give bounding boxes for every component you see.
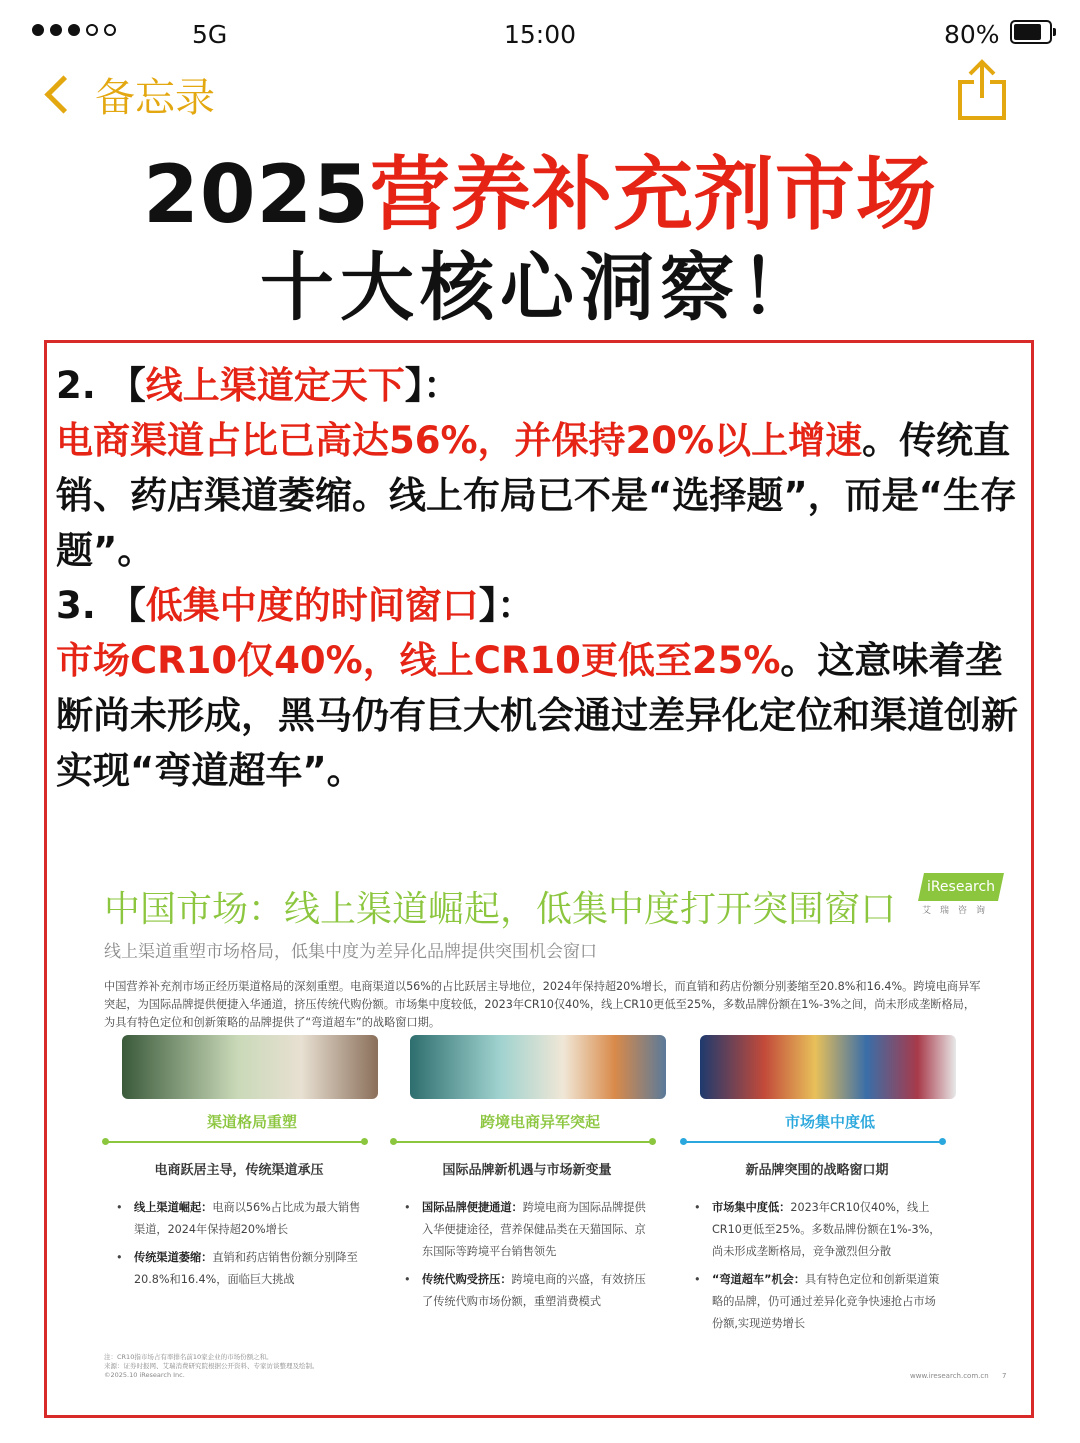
slide-paragraph: 中国营养补充剂市场正经历渠道格局的深刻重塑。电商渠道以56%的占比跃居主导地位，2024年保持超20%增长，而直销和药店份额分别萎缩至20.8%和16.4%。跨境电商异军突起，为国际品牌提供便捷入华通道，挤压传统代购份额。市场集中度较低，2023年CR10仅40%，线上CR10更低至25%，多数品牌份额在1%-3%之间，尚未形成垄断格局，为具有特色定位和创新策略的品牌提供了“弯道超车”的战略窗口期。 bbox=[104, 980, 981, 1029]
supplements-photo bbox=[700, 1035, 956, 1099]
clock: 15:00 bbox=[503, 20, 577, 49]
slide-footnotes: 注：CR10指市场占有率排名前10家企业的市场份额之和。 来源：证券时报网、艾瑞消费研究院根据公开资料、专家访谈整理及绘制。 ©2025.10 iResearch Inc. bbox=[104, 1353, 319, 1379]
back-button[interactable] bbox=[40, 66, 215, 123]
page-subtitle: 十大核心洞察！ bbox=[260, 245, 820, 331]
list-item: • 线上渠道崛起：电商以56%占比成为最大销售渠道，2024年保持超20%增长 bbox=[124, 1197, 364, 1241]
share-icon[interactable] bbox=[952, 58, 1012, 122]
status-bar bbox=[0, 0, 1080, 62]
card-heading: 市场集中度低 bbox=[784, 1113, 875, 1131]
nav-bar bbox=[0, 58, 1080, 128]
list-item: • 传统代购受挤压：跨境电商的兴盛，有效挤压了传统代购市场份额，重塑消费模式 bbox=[412, 1269, 652, 1313]
report-slide-image bbox=[92, 865, 1012, 1385]
list-item: • 市场集中度低：2023年CR10仅40%，线上CR10更低至25%。多数品牌份额在1%-3%，尚未形成垄断格局，竞争激烈但分散 bbox=[702, 1197, 942, 1263]
point-2-heading: 2. 【线上渠道定天下】： bbox=[56, 364, 461, 407]
divider bbox=[392, 1141, 654, 1143]
battery-percent: 80% bbox=[944, 20, 1000, 49]
pharmacy-photo bbox=[122, 1035, 378, 1099]
back-label: 备忘录 bbox=[95, 75, 215, 121]
page-title bbox=[0, 150, 1080, 240]
card-subheading: 新品牌突围的战略窗口期 bbox=[745, 1163, 889, 1178]
slide-subtitle: 线上渠道重塑市场格局，低集中度为差异化品牌提供突围机会窗口 bbox=[104, 942, 597, 962]
point-2-text: 电商渠道占比已高达56%，并保持20%以上增速。传统直销、药店渠道萎缩。线上布局已不是“选择题”，而是“生存题”。 bbox=[56, 419, 1017, 572]
slide-title: 中国市场：线上渠道崛起，低集中度打开突围窗口 bbox=[104, 889, 897, 930]
network-type: 5G bbox=[192, 20, 228, 49]
list-item: • 传统渠道萎缩：直销和药店销售份额分别降至20.8%和16.4%，面临巨大挑战 bbox=[124, 1247, 364, 1291]
battery-icon bbox=[1010, 20, 1052, 44]
divider bbox=[682, 1141, 944, 1143]
card-heading: 渠道格局重塑 bbox=[206, 1113, 297, 1131]
logo-subtext: 艾瑞咨询 bbox=[922, 906, 995, 916]
point-3-heading: 3. 【低集中度的时间窗口】： bbox=[56, 584, 535, 627]
note-body bbox=[56, 358, 1024, 798]
list-item: • 国际品牌便捷通道：跨境电商为国际品牌提供入华便捷途径，营养保健品类在天猫国际、京东国际等跨境平台销售领先 bbox=[412, 1197, 652, 1263]
slide-page-number: 7 bbox=[1002, 1372, 1007, 1380]
card-subheading: 电商跃居主导，传统渠道承压 bbox=[154, 1163, 324, 1178]
crossborder-photo bbox=[410, 1035, 666, 1099]
list-item: • “弯道超车”机会：具有特色定位和创新渠道策略的品牌，仍可通过差异化竞争快速抢占市场份额,实现逆势增长 bbox=[702, 1269, 942, 1335]
slide-url: www.iresearch.com.cn bbox=[910, 1372, 989, 1380]
card-subheading: 国际品牌新机遇与市场新变量 bbox=[442, 1163, 612, 1178]
chevron-left-icon bbox=[44, 75, 82, 113]
iresearch-logo: iResearch bbox=[918, 873, 1004, 901]
title-main: 营养补充剂市场 bbox=[369, 148, 937, 241]
title-year: 2025 bbox=[143, 148, 370, 241]
point-3-text: 市场CR10仅40%，线上CR10更低至25%。这意味着垄断尚未形成，黑马仍有巨大机会通过差异化定位和渠道创新实现“弯道超车”。 bbox=[56, 639, 1018, 792]
divider bbox=[104, 1141, 366, 1143]
card-heading: 跨境电商异军突起 bbox=[479, 1113, 600, 1131]
